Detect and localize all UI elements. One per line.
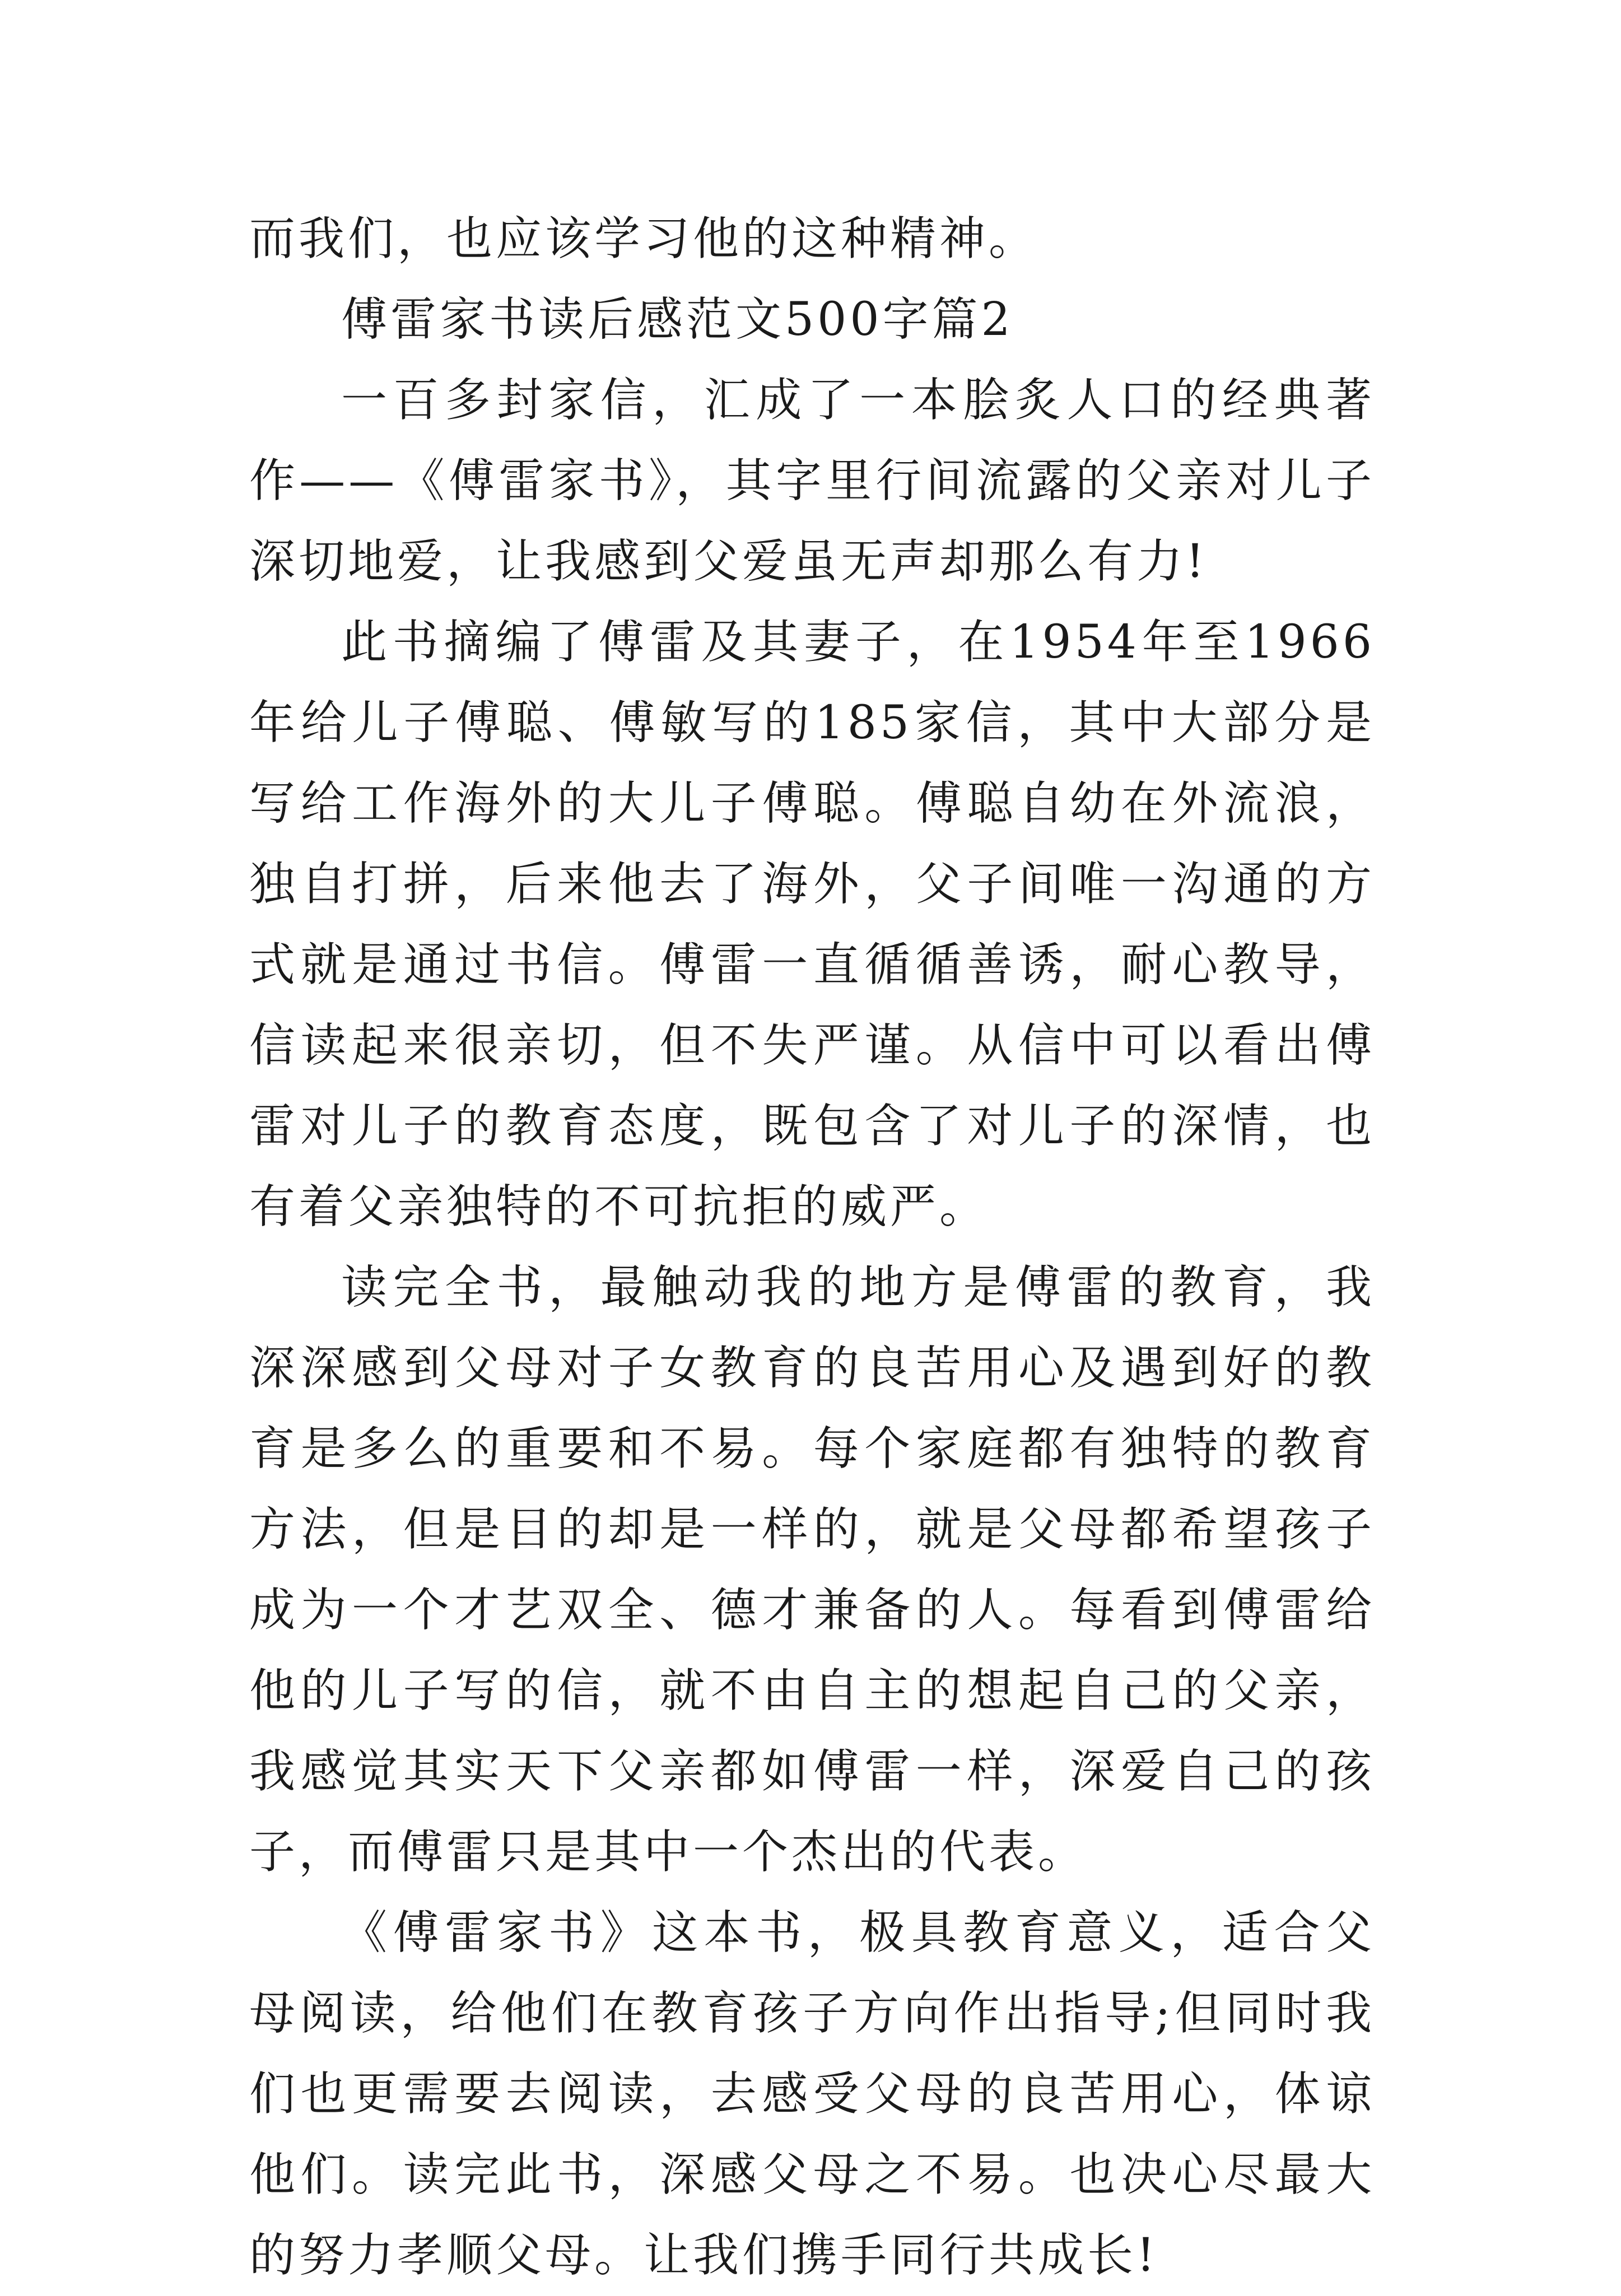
paragraph-2: 此书摘编了傅雷及其妻子，在1954年至1966年给儿子傅聪、傅敏写的185家信，其中大部分是写给工作海外的大儿子傅聪。傅聪自幼在外流浪，独自打拼，后来他去了海外，父子间唯一沟通的方式就是通过书信。傅雷一直循循善诱，耐心教导，信读起来很亲切，但不失严谨。从信中可以看出傅雷对儿子的教育态度，既包含了对儿子的深情，也有着父亲独特的不可抗拒的威严。 xyxy=(249,616,1375,1233)
paragraph-4: 《傅雷家书》这本书，极具教育意义，适合父母阅读，给他们在教育孩子方向作出指导;但同时我们也更需要去阅读，去感受父母的良苦用心，体谅他们。读完此书，深感父母之不易。也决心尽最大的努力孝顺父母。让我们携手同行共成长! xyxy=(249,1906,1375,2282)
document-body xyxy=(249,199,1375,2296)
lead-line: 而我们，也应该学习他的这种精神。 xyxy=(249,212,1038,266)
paragraph-3: 读完全书，最触动我的地方是傅雷的教育，我深深感到父母对子女教育的良苦用心及遇到好的教育是多么的重要和不易。每个家庭都有独特的教育方法，但是目的却是一样的，就是父母都希望孩子成为一个才艺双全、德才兼备的人。每看到傅雷给他的儿子写的信，就不由自主的想起自己的父亲，我感觉其实天下父亲都如傅雷一样，深爱自己的孩子，而傅雷只是其中一个杰出的代表。 xyxy=(249,1261,1375,1879)
paragraph-1: 一百多封家信，汇成了一本脍炙人口的经典著作——《傅雷家书》，其字里行间流露的父亲对儿子深切地爱，让我感到父爱虽无声却那么有力! xyxy=(249,374,1375,588)
section-title: 傅雷家书读后感范文500字篇2 xyxy=(341,293,1014,346)
